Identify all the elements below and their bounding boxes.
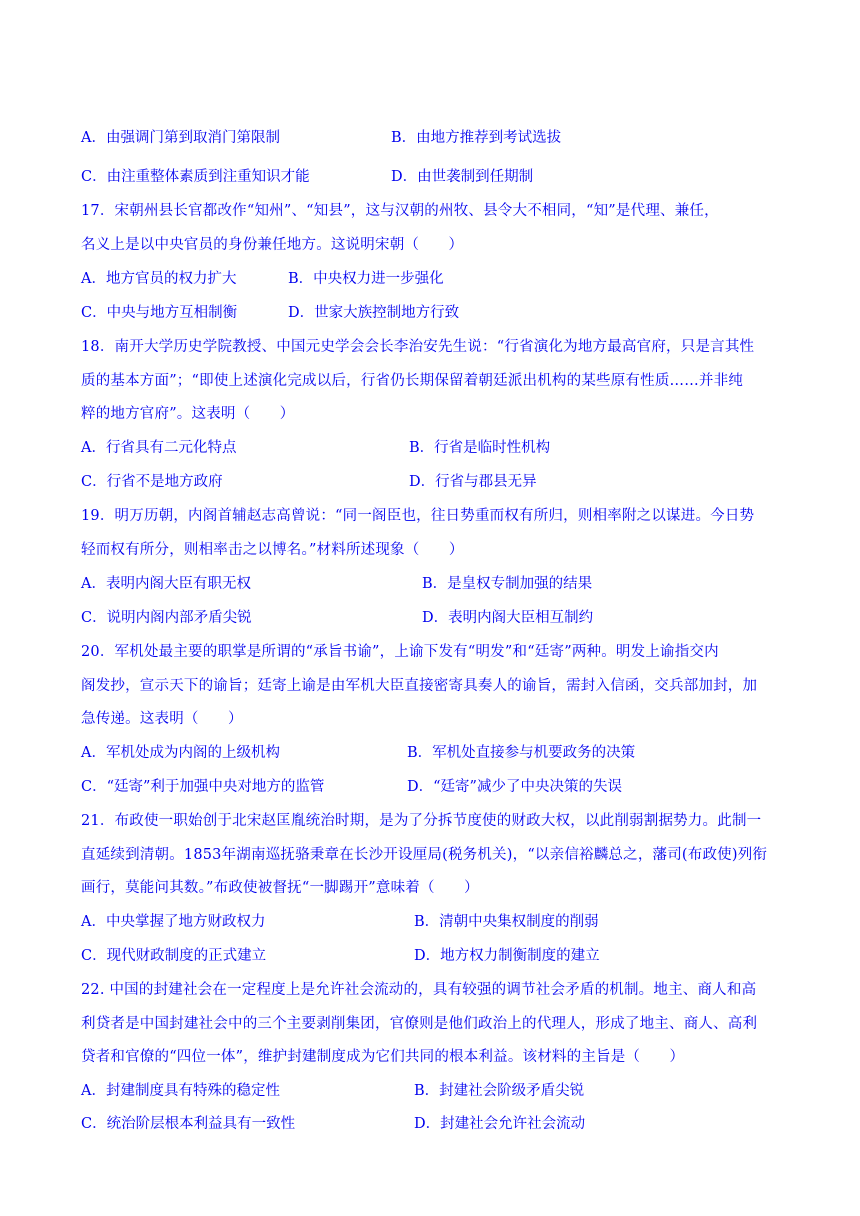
q21-option-b: B．清朝中央集权制度的削弱 — [414, 914, 599, 930]
q21-stem-line-2: 直延续到清朝。1853年湖南巡抚骆秉章在长沙开设厘局(税务机关)，“以亲信裕麟总之，藩司(布政使)列衔 — [81, 847, 768, 863]
q20-stem-line-1: 20．军机处最主要的职掌是所谓的“承旨书谕”，上谕下发有“明发”和“廷寄”两种。明发上谕指交内 — [81, 644, 719, 660]
q17-option-d: D．世家大族控制地方行致 — [288, 305, 460, 321]
q20-option-c: C．“廷寄”利于加强中央对地方的监管 — [81, 779, 325, 795]
q18-stem-line-1: 18．南开大学历史学院教授、中国元史学会会长李治安先生说：“行省演化为地方最高官府，只是言其性 — [81, 339, 755, 355]
q18-option-a: A．行省具有二元化特点 — [81, 440, 237, 456]
q17-option-b: B．中央权力进一步强化 — [288, 271, 444, 287]
q20-option-b: B．军机处直接参与机要政务的决策 — [407, 745, 636, 761]
q17-option-a: A．地方官员的权力扩大 — [81, 271, 237, 287]
q19-stem-line-1: 19．明万历朝，内阁首辅赵志高曾说：“同一阁臣也，往日势重而权有所归，则相率附之以谋进。今日势 — [81, 508, 755, 524]
q22-option-b: B．封建社会阶级矛盾尖锐 — [414, 1083, 585, 1099]
q22-stem-line-3: 贷者和官僚的“四位一体”，维护封建制度成为它们共同的根本利益。该材料的主旨是（ ） — [81, 1049, 685, 1065]
q21-stem-line-3: 画行，莫能问其数。”布政使被督抚“一脚踢开”意味着（ ） — [81, 880, 479, 896]
q19-option-c: C．说明内阁内部矛盾尖锐 — [81, 610, 252, 626]
q19-option-a: A．表明内阁大臣有职无权 — [81, 576, 251, 592]
q17-stem-line-2: 名义上是以中央官员的身份兼任地方。这说明宋朝（ ） — [81, 237, 464, 253]
q22-option-c: C．统治阶层根本利益具有一致性 — [81, 1116, 296, 1132]
q18-stem-line-2: 质的基本方面”；“即使上述演化完成以后，行省仍长期保留着朝廷派出机构的某些原有性质……并非纯 — [81, 373, 744, 389]
q19-stem-line-2: 轻而权有所分，则相率击之以博名。”材料所述现象（ ） — [81, 542, 464, 558]
q17-stem-line-1: 17．宋朝州县长官都改作“知州”、“知县”，这与汉朝的州牧、县令大不相同，“知”是代理、兼任， — [81, 203, 719, 219]
q22-option-d: D．封建社会允许社会流动 — [414, 1116, 586, 1132]
q21-option-d: D．地方权力制衡制度的建立 — [414, 948, 600, 964]
q20-option-d: D．“廷寄”减少了中央决策的失误 — [407, 779, 622, 795]
q18-option-d: D．行省与郡县无异 — [409, 474, 537, 490]
q18-option-c: C．行省不是地方政府 — [81, 474, 223, 490]
q19-option-b: B．是皇权专制加强的结果 — [422, 576, 593, 592]
q16-option-b: B．由地方推荐到考试选拔 — [391, 130, 562, 146]
q22-stem-line-1: 22. 中国的封建社会在一定程度上是允许社会流动的，具有较强的调节社会矛盾的机制。地主、商人和高 — [81, 982, 757, 998]
q22-stem-line-2: 利贷者是中国封建社会中的三个主要剥削集团，官僚则是他们政治上的代理人，形成了地主、商人、高利 — [81, 1016, 758, 1032]
q16-option-d: D．由世袭制到任期制 — [391, 169, 534, 185]
q21-option-c: C．现代财政制度的正式建立 — [81, 948, 267, 964]
q16-option-c: C．由注重整体素质到注重知识才能 — [81, 169, 310, 185]
q18-option-b: B．行省是临时性机构 — [409, 440, 551, 456]
q20-option-a: A．军机处成为内阁的上级机构 — [81, 745, 280, 761]
q22-option-a: A．封建制度具有特殊的稳定性 — [81, 1083, 280, 1099]
q19-option-d: D．表明内阁大臣相互制约 — [422, 610, 594, 626]
q18-stem-line-3: 粹的地方官府”。这表明（ ） — [81, 406, 295, 422]
q20-stem-line-2: 阁发抄，宣示天下的谕旨；廷寄上谕是由军机大臣直接密寄具奏人的谕旨，需封入信函，交兵部加封，加 — [81, 678, 758, 694]
q20-stem-line-3: 急传递。这表明（ ） — [81, 711, 243, 727]
q21-option-a: A．中央掌握了地方财政权力 — [81, 914, 266, 930]
q17-option-c: C．中央与地方互相制衡 — [81, 305, 238, 321]
q21-stem-line-1: 21．布政使一职始创于北宋赵匡胤统治时期，是为了分拆节度使的财政大权，以此削弱割据势力。此制一 — [81, 813, 762, 829]
q16-option-a: A．由强调门第到取消门第限制 — [81, 130, 280, 146]
